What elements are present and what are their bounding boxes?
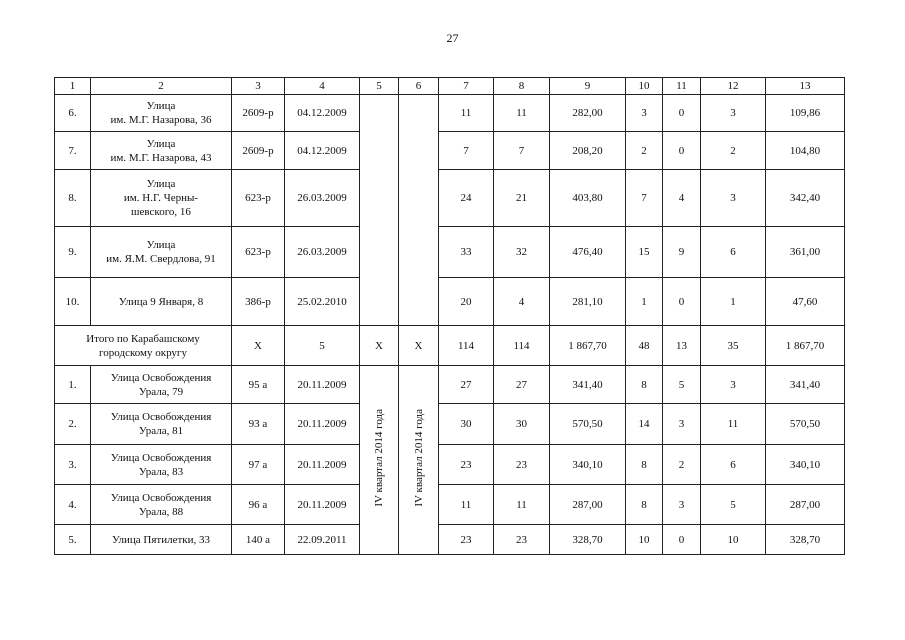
document-date-cell: 22.09.2011 [285, 525, 360, 555]
data-cell: 11 [439, 485, 494, 525]
data-cell: 3 [701, 95, 766, 132]
row-number-cell: 7. [55, 132, 91, 170]
total-cell: X [232, 326, 285, 366]
document-number-cell: 2609-р [232, 95, 285, 132]
data-cell: 15 [626, 227, 663, 278]
data-cell: 27 [439, 366, 494, 404]
data-cell: 0 [663, 278, 701, 326]
data-cell: 328,70 [550, 525, 626, 555]
data-cell: 570,50 [766, 404, 845, 445]
total-cell: X [360, 326, 399, 366]
address-cell: Улица им. М.Г. Назарова, 36 [91, 95, 232, 132]
row-number-cell: 4. [55, 485, 91, 525]
row-number-cell: 10. [55, 278, 91, 326]
document-date-cell: 26.03.2009 [285, 170, 360, 227]
data-cell: 104,80 [766, 132, 845, 170]
data-cell: 32 [494, 227, 550, 278]
data-cell: 5 [663, 366, 701, 404]
data-cell: 287,00 [766, 485, 845, 525]
table-row [55, 404, 845, 445]
data-cell: 109,86 [766, 95, 845, 132]
data-cell: 2 [626, 132, 663, 170]
document-number-cell: 95 а [232, 366, 285, 404]
document-date-cell: 04.12.2009 [285, 95, 360, 132]
address-cell: Улица им. М.Г. Назарова, 43 [91, 132, 232, 170]
document-date-cell: 20.11.2009 [285, 404, 360, 445]
data-cell: 361,00 [766, 227, 845, 278]
data-cell: 24 [439, 170, 494, 227]
data-cell: 0 [663, 525, 701, 555]
address-cell: Улица 9 Января, 8 [91, 278, 232, 326]
data-cell: 11 [701, 404, 766, 445]
total-cell: X [399, 326, 439, 366]
data-cell: 476,40 [550, 227, 626, 278]
header-cell: 10 [626, 78, 663, 95]
header-cell: 2 [91, 78, 232, 95]
data-cell: 570,50 [550, 404, 626, 445]
data-cell: 10 [626, 525, 663, 555]
table-row [55, 170, 845, 227]
data-cell: 4 [663, 170, 701, 227]
data-cell: 0 [663, 95, 701, 132]
data-cell: 8 [626, 445, 663, 485]
data-cell: 8 [626, 366, 663, 404]
data-cell: 4 [494, 278, 550, 326]
data-cell: 14 [626, 404, 663, 445]
address-cell: Улица им. Я.М. Свердлова, 91 [91, 227, 232, 278]
address-cell: Улица Освобождения Урала, 81 [91, 404, 232, 445]
data-cell: 23 [494, 445, 550, 485]
data-cell: 3 [663, 404, 701, 445]
data-cell: 340,10 [550, 445, 626, 485]
data-cell: 341,40 [766, 366, 845, 404]
table-row [55, 132, 845, 170]
data-cell: 5 [701, 485, 766, 525]
address-cell: Улица Освобождения Урала, 83 [91, 445, 232, 485]
data-cell: 10 [701, 525, 766, 555]
data-cell: 328,70 [766, 525, 845, 555]
header-cell: 11 [663, 78, 701, 95]
row-number-cell: 3. [55, 445, 91, 485]
table-row [55, 445, 845, 485]
data-cell: 340,10 [766, 445, 845, 485]
table-row [55, 227, 845, 278]
data-cell: 30 [494, 404, 550, 445]
data-cell: 23 [439, 445, 494, 485]
address-cell: Улица Пятилетки, 33 [91, 525, 232, 555]
header-cell: 4 [285, 78, 360, 95]
data-cell: 20 [439, 278, 494, 326]
data-cell: 11 [494, 95, 550, 132]
row-number-cell: 2. [55, 404, 91, 445]
data-cell: 7 [494, 132, 550, 170]
document-number-cell: 96 а [232, 485, 285, 525]
data-cell: 11 [439, 95, 494, 132]
col5-period-cell [360, 366, 399, 555]
data-cell: 287,00 [550, 485, 626, 525]
document-date-cell: 20.11.2009 [285, 445, 360, 485]
total-cell: 5 [285, 326, 360, 366]
document-date-cell: 25.02.2010 [285, 278, 360, 326]
row-number-cell: 8. [55, 170, 91, 227]
row-number-cell: 1. [55, 366, 91, 404]
header-cell: 3 [232, 78, 285, 95]
data-cell: 1 [626, 278, 663, 326]
data-cell: 21 [494, 170, 550, 227]
row-number-cell: 5. [55, 525, 91, 555]
data-cell: 282,00 [550, 95, 626, 132]
data-cell: 208,20 [550, 132, 626, 170]
address-cell: Улица Освобождения Урала, 88 [91, 485, 232, 525]
vertical-period-text: IV квартал 2014 года [373, 409, 385, 507]
table-row [55, 278, 845, 326]
data-cell: 11 [494, 485, 550, 525]
total-cell: 1 867,70 [550, 326, 626, 366]
document-number-cell: 97 а [232, 445, 285, 485]
data-cell: 23 [439, 525, 494, 555]
table-row [55, 525, 845, 555]
header-cell: 5 [360, 78, 399, 95]
document-number-cell: 2609-р [232, 132, 285, 170]
data-cell: 27 [494, 366, 550, 404]
total-cell: 114 [494, 326, 550, 366]
header-cell: 7 [439, 78, 494, 95]
data-cell: 3 [701, 170, 766, 227]
data-cell: 33 [439, 227, 494, 278]
page-number: 27 [446, 31, 459, 45]
register-table [54, 77, 845, 555]
header-cell: 9 [550, 78, 626, 95]
total-cell: 48 [626, 326, 663, 366]
total-cell: 35 [701, 326, 766, 366]
col5-merged-cell [360, 95, 399, 326]
data-cell: 1 [701, 278, 766, 326]
data-cell: 47,60 [766, 278, 845, 326]
document-date-cell: 20.11.2009 [285, 485, 360, 525]
table-row [55, 95, 845, 132]
total-cell: 114 [439, 326, 494, 366]
document-date-cell: 20.11.2009 [285, 366, 360, 404]
table-row [55, 366, 845, 404]
document-number-cell: 623-р [232, 170, 285, 227]
total-label-cell: Итого по Карабашскому городскому округу [55, 326, 232, 366]
row-number-cell: 6. [55, 95, 91, 132]
header-cell: 8 [494, 78, 550, 95]
header-cell: 12 [701, 78, 766, 95]
vertical-period-text: IV квартал 2014 года [412, 409, 425, 507]
data-cell: 23 [494, 525, 550, 555]
document-number-cell: 386-р [232, 278, 285, 326]
data-cell: 2 [663, 445, 701, 485]
data-cell: 6 [701, 227, 766, 278]
header-cell: 13 [766, 78, 845, 95]
document-date-cell: 04.12.2009 [285, 132, 360, 170]
data-cell: 8 [626, 485, 663, 525]
data-cell: 403,80 [550, 170, 626, 227]
data-cell: 341,40 [550, 366, 626, 404]
col6-merged-cell [399, 95, 439, 326]
data-cell: 3 [663, 485, 701, 525]
col6-period-cell [399, 366, 439, 555]
header-cell: 6 [399, 78, 439, 95]
data-cell: 2 [701, 132, 766, 170]
address-cell: Улица Освобождения Урала, 79 [91, 366, 232, 404]
data-cell: 3 [701, 366, 766, 404]
document-number-cell: 140 а [232, 525, 285, 555]
row-number-cell: 9. [55, 227, 91, 278]
document-number-cell: 93 а [232, 404, 285, 445]
data-cell: 281,10 [550, 278, 626, 326]
address-cell: Улица им. Н.Г. Черны- шевского, 16 [91, 170, 232, 227]
data-cell: 3 [626, 95, 663, 132]
data-cell: 7 [439, 132, 494, 170]
data-cell: 342,40 [766, 170, 845, 227]
data-cell: 7 [626, 170, 663, 227]
data-cell: 30 [439, 404, 494, 445]
table-row [55, 485, 845, 525]
table-body [55, 78, 845, 555]
document-date-cell: 26.03.2009 [285, 227, 360, 278]
data-cell: 0 [663, 132, 701, 170]
total-cell: 1 867,70 [766, 326, 845, 366]
data-cell: 9 [663, 227, 701, 278]
total-cell: 13 [663, 326, 701, 366]
document-number-cell: 623-р [232, 227, 285, 278]
header-row [55, 78, 845, 95]
total-row [55, 326, 845, 366]
data-cell: 6 [701, 445, 766, 485]
header-cell: 1 [55, 78, 91, 95]
